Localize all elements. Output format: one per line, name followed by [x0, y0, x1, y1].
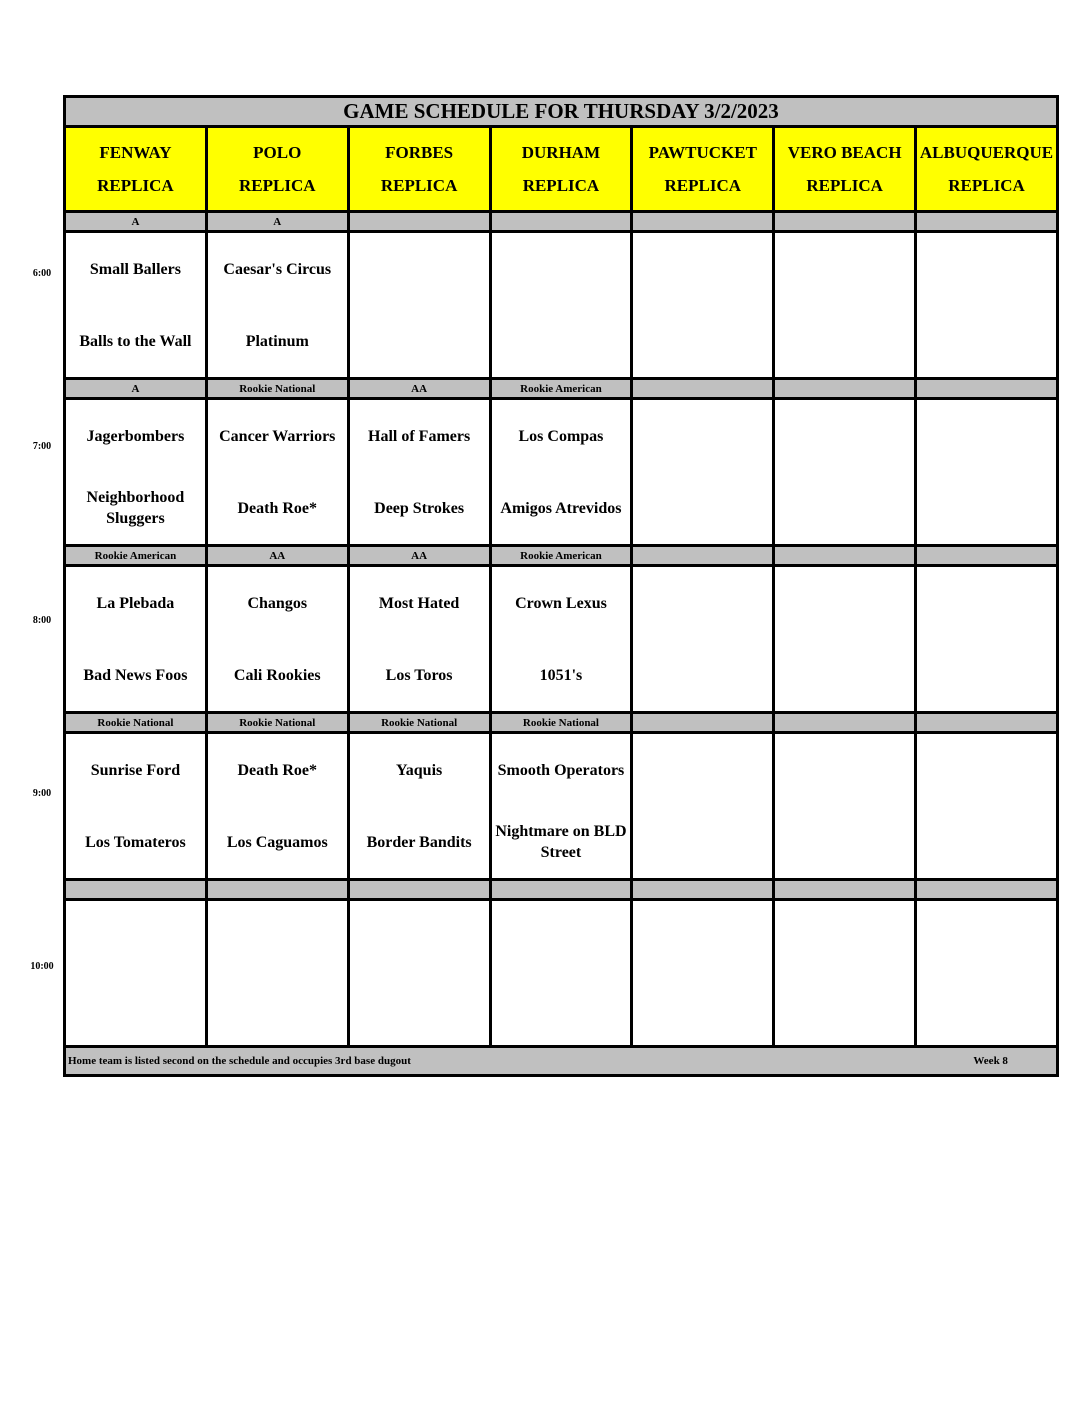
division-row: [65, 379, 1058, 399]
home-team: [208, 973, 347, 1045]
game-cell: [65, 900, 207, 1047]
home-team: 1051's: [539, 666, 583, 684]
home-team: [633, 472, 772, 544]
game-cell: [65, 733, 207, 880]
home-team: Los Tomateros: [85, 833, 186, 851]
away-team: [917, 233, 1056, 305]
title-row: [65, 97, 1058, 127]
game-cell: [65, 232, 207, 379]
away-team: [633, 734, 772, 806]
game-cell: [348, 232, 490, 379]
division-label: Rookie National: [206, 713, 348, 733]
division-label: [348, 212, 490, 232]
division-label: [65, 880, 207, 900]
venue-name: DURHAM: [521, 143, 601, 162]
home-team: [492, 973, 631, 1045]
away-team: Changos: [247, 594, 308, 612]
game-cell: [774, 232, 916, 379]
away-team: Cancer Warriors: [219, 427, 336, 445]
away-team: Caesar's Circus: [223, 260, 332, 278]
away-team: Los Compas: [518, 427, 604, 445]
division-row: [65, 880, 1058, 900]
venue-name: POLO: [253, 143, 302, 162]
game-cell: [206, 566, 348, 713]
division-row: [65, 546, 1058, 566]
division-label: [774, 880, 916, 900]
game-cell: [774, 900, 916, 1047]
division-label: [916, 713, 1058, 733]
game-cell: [774, 399, 916, 546]
division-label: A: [206, 212, 348, 232]
division-label: [916, 379, 1058, 399]
game-cell: [490, 399, 632, 546]
game-cell: [916, 900, 1058, 1047]
away-team: La Plebada: [96, 594, 175, 612]
home-team: [66, 973, 205, 1045]
away-team: Most Hated: [378, 594, 460, 612]
game-cell: [774, 733, 916, 880]
home-team: [775, 472, 914, 544]
schedule-table: [63, 95, 1059, 1077]
venue-header: [632, 127, 774, 212]
game-cell: [206, 733, 348, 880]
away-team: Crown Lexus: [515, 594, 607, 612]
footer-note: Home team is listed second on the schedule and occupies 3rd base dugout: [68, 1055, 411, 1067]
away-team: [917, 567, 1056, 639]
away-team: [917, 400, 1056, 472]
division-label: AA: [348, 546, 490, 566]
home-team: [633, 806, 772, 878]
division-label: [916, 546, 1058, 566]
time-label: 7:00: [32, 441, 52, 452]
away-team: [917, 901, 1056, 973]
venue-name: PAWTUCKET: [648, 143, 757, 162]
away-team: [66, 901, 205, 973]
time-label: 9:00: [32, 788, 52, 799]
venue-subtitle: REPLICA: [97, 176, 174, 195]
venue-subtitle: REPLICA: [239, 176, 316, 195]
game-cell: [65, 566, 207, 713]
home-team: Nightmare on BLD Street: [495, 823, 627, 861]
game-cell: [774, 566, 916, 713]
away-team: [917, 734, 1056, 806]
division-label: [774, 546, 916, 566]
division-label: Rookie National: [490, 713, 632, 733]
away-team: [350, 901, 489, 973]
home-team: [775, 973, 914, 1045]
venue-subtitle: REPLICA: [380, 176, 458, 195]
page-title: GAME SCHEDULE FOR THURSDAY 3/2/2023: [65, 97, 1058, 127]
home-team: Balls to the Wall: [79, 332, 192, 350]
away-team: [633, 567, 772, 639]
game-cell: [206, 399, 348, 546]
home-team: [492, 305, 631, 377]
division-label: AA: [206, 546, 348, 566]
game-cell: [206, 900, 348, 1047]
division-label: [490, 880, 632, 900]
division-label: AA: [348, 379, 490, 399]
division-label: [348, 880, 490, 900]
venue-header: [774, 127, 916, 212]
division-label: A: [65, 379, 207, 399]
venue-name: VERO BEACH: [787, 143, 902, 162]
division-label: Rookie American: [65, 546, 207, 566]
time-label: 6:00: [32, 268, 52, 279]
home-team: Border Bandits: [366, 833, 472, 851]
game-cell: [916, 566, 1058, 713]
venue-header: [65, 127, 207, 212]
week-label: Week 8: [973, 1055, 1008, 1067]
venue-subtitle: REPLICA: [522, 176, 600, 195]
game-cell: [632, 566, 774, 713]
away-team: [492, 901, 631, 973]
game-cell: [490, 566, 632, 713]
division-label: Rookie National: [348, 713, 490, 733]
away-team: Small Ballers: [89, 260, 181, 278]
home-team: Neighborhood Sluggers: [86, 489, 185, 527]
game-cell: [916, 733, 1058, 880]
home-team: Bad News Foos: [83, 666, 188, 684]
division-label: [632, 713, 774, 733]
game-cell: [490, 232, 632, 379]
home-team: [350, 973, 489, 1045]
away-team: [633, 233, 772, 305]
game-row: [65, 733, 1058, 880]
away-team: Death Roe*: [237, 761, 318, 779]
game-row: [65, 232, 1058, 379]
venue-name: FENWAY: [99, 143, 172, 162]
home-team: [917, 639, 1056, 711]
game-row: [65, 399, 1058, 546]
game-cell: [632, 733, 774, 880]
game-cell: [632, 232, 774, 379]
home-team: [917, 472, 1056, 544]
away-team: [208, 901, 347, 973]
game-cell: [916, 399, 1058, 546]
division-label: [632, 212, 774, 232]
away-team: [633, 901, 772, 973]
division-label: [774, 379, 916, 399]
away-team: [492, 233, 631, 305]
home-team: [775, 639, 914, 711]
venue-name: FORBES: [385, 143, 454, 162]
home-team: [633, 305, 772, 377]
away-team: [775, 567, 914, 639]
away-team: Jagerbombers: [86, 427, 185, 445]
game-cell: [206, 232, 348, 379]
home-team: [917, 973, 1056, 1045]
venue-subtitle: REPLICA: [664, 176, 742, 195]
game-cell: [65, 399, 207, 546]
home-team: [917, 806, 1056, 878]
division-row: [65, 713, 1058, 733]
division-label: [632, 880, 774, 900]
game-cell: [348, 900, 490, 1047]
game-cell: [632, 900, 774, 1047]
venue-header-row: [65, 127, 1058, 212]
venue-header: [206, 127, 348, 212]
away-team: Yaquis: [395, 761, 443, 779]
away-team: [775, 233, 914, 305]
home-team: Death Roe*: [237, 499, 318, 517]
division-label: [916, 212, 1058, 232]
game-row: [65, 566, 1058, 713]
venue-name: ALBUQUERQUE: [919, 143, 1054, 162]
game-cell: [348, 399, 490, 546]
away-team: [350, 233, 489, 305]
away-team: Sunrise Ford: [90, 761, 181, 779]
game-cell: [490, 900, 632, 1047]
away-team: [775, 901, 914, 973]
division-row: [65, 212, 1058, 232]
game-cell: [916, 232, 1058, 379]
home-team: [775, 806, 914, 878]
division-label: [774, 713, 916, 733]
game-cell: [348, 566, 490, 713]
home-team: Cali Rookies: [233, 666, 321, 684]
game-cell: [490, 733, 632, 880]
venue-header: [348, 127, 490, 212]
division-label: [632, 379, 774, 399]
home-team: Platinum: [245, 332, 309, 350]
division-label: Rookie American: [490, 379, 632, 399]
home-team: Amigos Atrevidos: [500, 499, 622, 517]
game-cell: [632, 399, 774, 546]
division-label: Rookie National: [65, 713, 207, 733]
division-label: [206, 880, 348, 900]
home-team: Los Toros: [385, 666, 453, 684]
venue-subtitle: REPLICA: [806, 176, 883, 195]
away-team: [633, 400, 772, 472]
game-cell: [348, 733, 490, 880]
away-team: Smooth Operators: [497, 761, 625, 779]
home-team: [633, 973, 772, 1045]
division-label: [774, 212, 916, 232]
division-label: [916, 880, 1058, 900]
home-team: [633, 639, 772, 711]
time-label: 10:00: [30, 961, 54, 972]
away-team: Hall of Famers: [368, 427, 471, 445]
division-label: A: [65, 212, 207, 232]
home-team: [775, 305, 914, 377]
venue-subtitle: REPLICA: [948, 176, 1025, 195]
home-team: [917, 305, 1056, 377]
away-team: [775, 734, 914, 806]
division-label: Rookie National: [206, 379, 348, 399]
venue-header: [916, 127, 1058, 212]
home-team: Deep Strokes: [374, 499, 465, 517]
home-team: [350, 305, 489, 377]
division-label: [632, 546, 774, 566]
game-row: [65, 900, 1058, 1047]
away-team: [775, 400, 914, 472]
division-label: [490, 212, 632, 232]
time-label: 8:00: [32, 615, 52, 626]
footer-row: [65, 1047, 1058, 1076]
division-label: Rookie American: [490, 546, 632, 566]
home-team: Los Caguamos: [226, 833, 328, 851]
venue-header: [490, 127, 632, 212]
